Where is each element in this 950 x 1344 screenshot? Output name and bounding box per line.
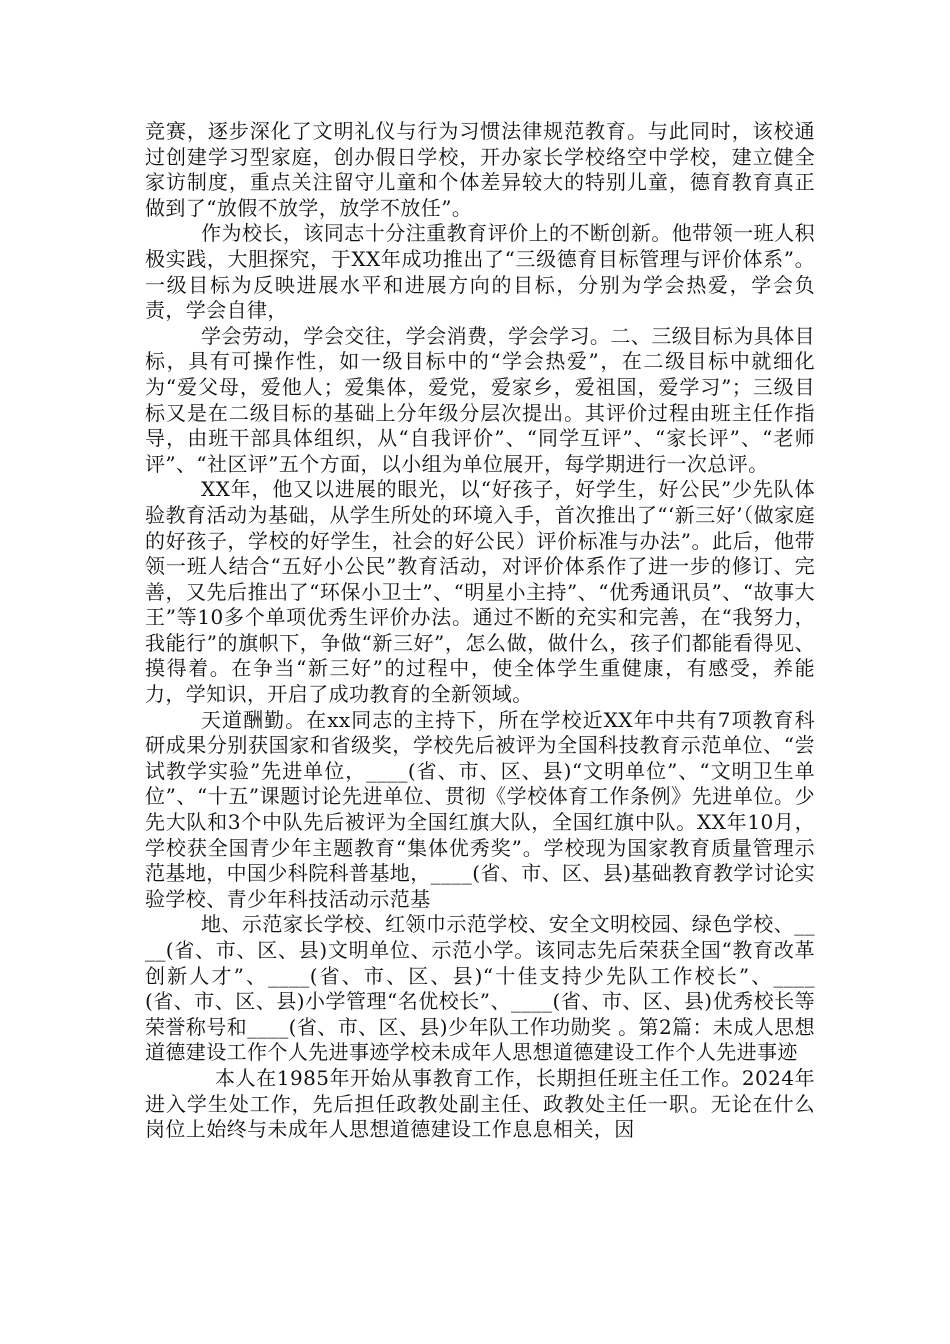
paragraph-6: 地、示范家长学校、红领巾示范学校、安全文明校园、绿色学校、____(省、市、区、县)文明单位、示范小学。该同志先后荣获全国“教育改革创新人才”、____(省、市、区、县)“十佳支持少先队工作校长”、____(省、市、区、县)小学管理“名优校长”、____(省、市、区、县)优秀校长等荣誉称号和____(省、市、区、县)少年队工作功勋奖 。第2篇：未成人思想道德建设工作个人先进事迹学校未成年人思想道德建设工作个人先进事迹 — [145, 912, 815, 1065]
paragraph-7: 本人在1985年开始从事教育工作，长期担任班主任工作。2024年进入学生处工作，先后担任政教处副主任、政教处主任一职。无论在什么岗位上始终与未成年人思想道德建设工作息息相关，因 — [145, 1065, 815, 1142]
paragraph-5: 天道酬勤。在xx同志的主持下，所在学校近XX年中共有7项教育科研成果分别获国家和省级奖，学校先后被评为全国科技教育示范单位、“尝试教学实验”先进单位，____(省、市、区、县)“文明单位”、“文明卫生单位”、“十五”课题讨论先进单位、贯彻《学校体育工作条例》先进单位。少先大队和3个中队先后被评为全国红旗大队，全国红旗中队。XX年10月，学校获全国青少年主题教育“集体优秀奖”。学校现为国家教育质量管理示范基地，中国少科院科普基地，____(省、市、区、县)基础教育教学讨论实验学校、青少年科技活动示范基 — [145, 707, 816, 911]
document-body — [145, 119, 815, 1143]
paragraph-4: XX年，他又以进展的眼光，以“好孩子，好学生，好公民”少先队体验教育活动为基础，从学生所处的环境入手，首次推出了“‘新三好’（做家庭的好孩子，学校的好学生，社会的好公民）评价标准与办法”。此后，他带领一班人结合“五好小公民”教育活动，对评价体系作了进一步的修订、完善，又先后推出了“环保小卫士”、“明星小主持”、“优秀通讯员”、“故事大王”等10多个单项优秀生评价办法。通过不断的充实和完善，在“我努力，我能行”的旗帜下，争做“新三好”，怎么做，做什么，孩子们都能看得见、摸得着。在争当“新三好”的过程中，使全体学生重健康，有感受，养能力，学知识，开启了成功教育的全新领域。 — [145, 477, 815, 707]
paragraph-1: 竞赛，逐步深化了文明礼仪与行为习惯法律规范教育。与此同时，该校通过创建学习型家庭，创办假日学校，开办家长学校络空中学校，建立健全家访制度，重点关注留守儿童和个体差异较大的特别儿童，德育教育真正做到了“放假不放学，放学不放任”。 — [145, 119, 815, 220]
paragraph-3: 学会劳动，学会交往，学会消费，学会学习。二、三级目标为具体目标，具有可操作性，如一级目标中的“学会热爱”，在二级目标中就细化为“爱父母，爱他人；爱集体，爱党，爱家乡，爱祖国，爱学习”；三级目标又是在二级目标的基础上分年级分层次提出。其评价过程由班主任作指导，由班干部具体组织，从“自我评价”、“同学互评”、“家长评”、“老师评”、“社区评”五个方面，以小组为单位展开，每学期进行一次总评。 — [145, 323, 815, 476]
paragraph-2: 作为校长，该同志十分注重教育评价上的不断创新。他带领一班人积极实践，大胆探究，于XX年成功推出了“三级德育目标管理与评价体系”。一级目标为反映进展水平和进展方向的目标，分别为学会热爱，学会负责，学会自律， — [145, 221, 815, 323]
